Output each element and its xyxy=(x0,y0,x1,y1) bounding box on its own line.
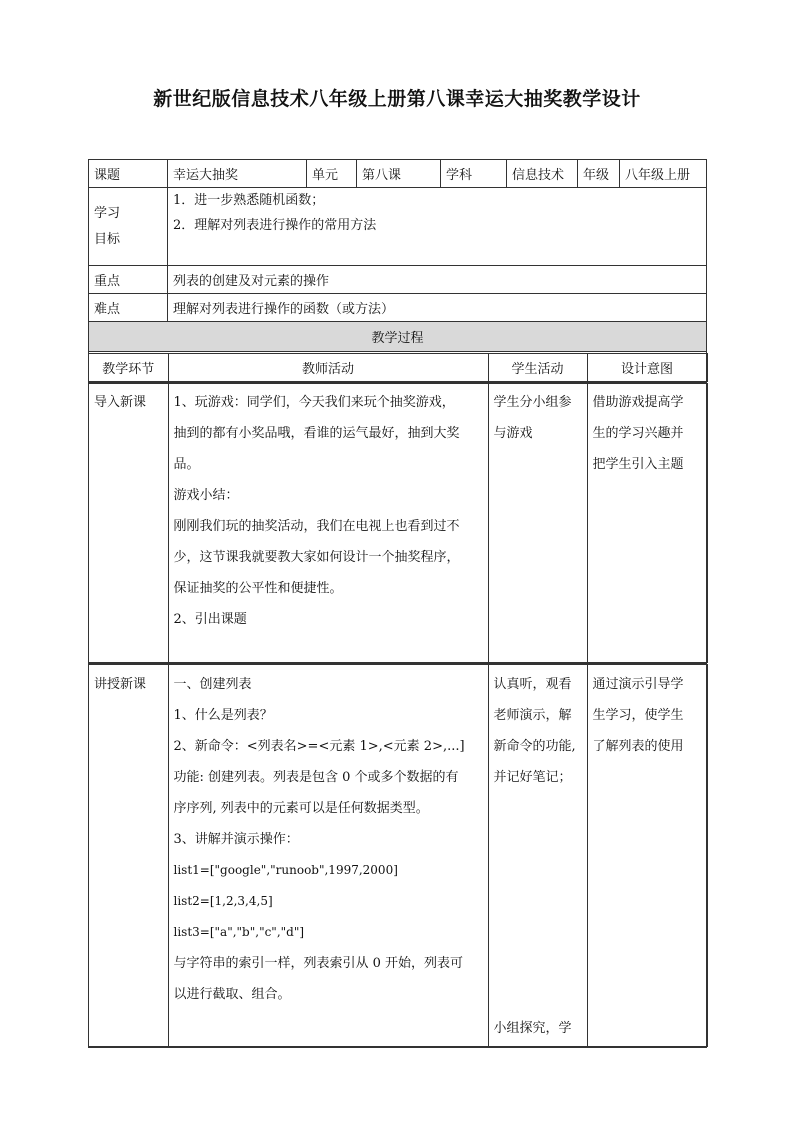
intent-cell: 借助游戏提高学 生的学习兴趣并 把学生引入主题 xyxy=(587,384,707,663)
goal-item: 2．理解对列表进行操作的常用方法 xyxy=(173,218,377,233)
subject-value: 信息技术 xyxy=(507,160,578,188)
info-row xyxy=(89,160,707,188)
teacher-cell: 一、创建列表 1、什么是列表？ 2、新命令：<列表名>=<元素 1>,<元素 2>,...] 功能: 创建列表。列表是包含 0 个或多个数据的有 序序列, 列表中的元素可以是任何数据类型。 3、讲解并演示操作： list1=["google","runoob",1997,2000] list2=[1,2,3,4,5] list3=["a","b","c","d"] 与字符串的索引一样，列表索引从 0 开始，列表可 以进行截取、组合。 xyxy=(168,665,488,1047)
goals-content xyxy=(168,188,707,266)
header-intent: 设计意图 xyxy=(587,353,707,381)
subject-label: 学科 xyxy=(441,160,507,188)
unit-label: 单元 xyxy=(307,160,357,188)
difficulty-label: 难点 xyxy=(89,294,168,322)
topic-value: 幸运大抽奖 xyxy=(168,160,307,188)
difficulty-text: 理解对列表进行操作的函数（或方法） xyxy=(168,294,707,322)
intent-cell: 通过演示引导学 生学习，使学生 了解列表的使用 xyxy=(587,665,707,1047)
process-title-row xyxy=(89,322,707,352)
process-row-intro xyxy=(89,383,707,664)
goal-item: 1．进一步熟悉随机函数； xyxy=(173,193,325,208)
student-cell: 认真听，观看 老师演示，解 新命令的功能, 并记好笔记； 小组探究，学 xyxy=(488,665,587,1047)
process-title: 教学过程 xyxy=(89,322,707,352)
grade-value: 八年级上册 xyxy=(620,160,707,188)
key-text: 列表的创建及对元素的操作 xyxy=(168,266,707,294)
difficulty-row xyxy=(89,294,707,322)
topic-label: 课题 xyxy=(89,160,168,188)
stage-cell: 导入新课 xyxy=(89,384,168,663)
lesson-plan-table xyxy=(88,159,707,1048)
key-label: 重点 xyxy=(89,266,168,294)
goals-row xyxy=(89,188,707,266)
process-header-row xyxy=(89,352,707,383)
student-cell: 学生分小组参 与游戏 xyxy=(488,384,587,663)
teacher-cell: 1、玩游戏：同学们，今天我们来玩个抽奖游戏， 抽到的都有小奖品哦，看谁的运气最好，抽到大奖 品。 游戏小结： 刚刚我们玩的抽奖活动，我们在电视上也看到过不 少，这节课我就要教大家如何设计一个抽奖程序， 保证抽奖的公平性和便捷性。 2、引出课题 xyxy=(168,384,488,663)
goals-label: 学习 目标 xyxy=(89,188,168,266)
stage-cell: 讲授新课 xyxy=(89,665,168,1047)
header-teacher: 教师活动 xyxy=(168,353,488,381)
grade-label: 年级 xyxy=(578,160,620,188)
header-stage: 教学环节 xyxy=(89,353,168,381)
unit-value: 第八课 xyxy=(357,160,441,188)
header-student: 学生活动 xyxy=(488,353,587,381)
process-row-new xyxy=(89,664,707,1048)
key-row xyxy=(89,266,707,294)
document-title: 新世纪版信息技术八年级上册第八课幸运大抽奖教学设计 xyxy=(153,88,641,110)
student-extra: 小组探究，学 xyxy=(493,1021,572,1036)
